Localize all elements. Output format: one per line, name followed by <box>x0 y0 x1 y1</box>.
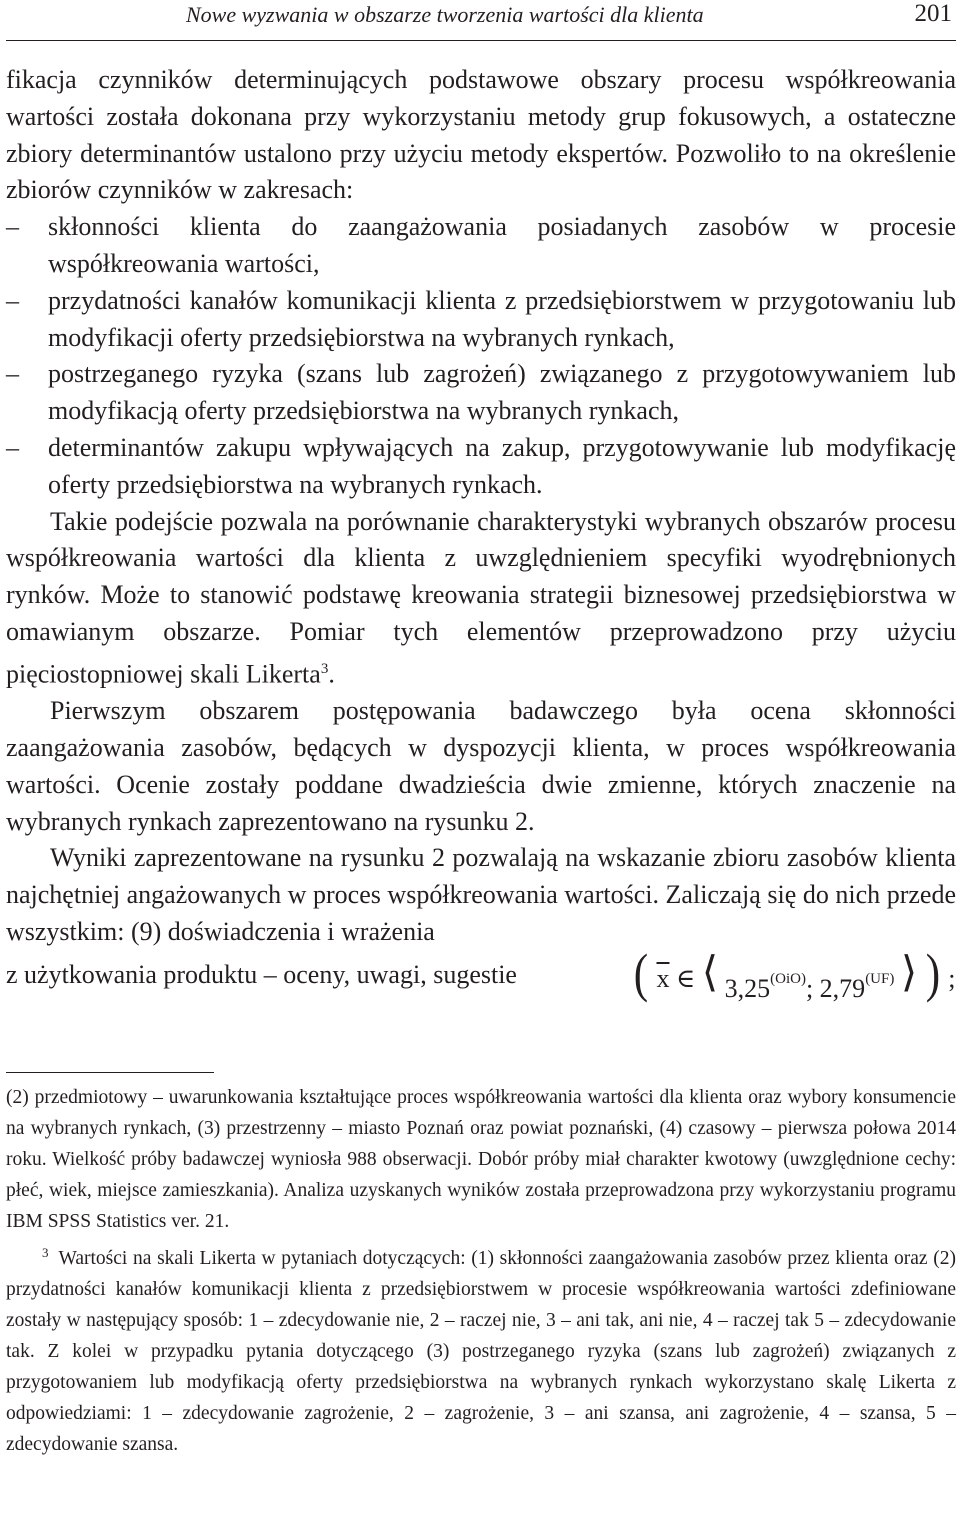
formula-element-of: ∈ <box>675 963 696 993</box>
paragraph-1: fikacja czynników determinujących podstawowe obszary procesu współkreowania wartości została dokonana przy wykorzystaniu metody grup fokusowych, a ostateczne zbiory determinantów ustalono przy użyciu metody ekspertów. Pozwoliło to na określenie zbiorów czynników w zakresach: <box>6 65 956 205</box>
formula-tail: ; <box>948 963 956 993</box>
formula-sup-2: (UF) <box>865 970 895 987</box>
footnote-3-text: Wartości na skali Likerta w pytaniach dotyczących: (1) skłonności zaangażowania zasobów przez klienta oraz (2) przydatności kanałów komunikacji klienta z przedsiębiorstwem w procesie współkreowania wartości zdefiniowane zostały w następujący sposób: 1 – zdecydowanie nie, 2 – raczej nie, 3 – ani tak, ani nie, 4 – raczej tak 5 – zdecydowanie tak. Z kolei w przypadku pytania dotyczącego (3) postrzeganego ryzyka (szans lub zagrożeń) związanych z przygotowaniem lub modyfikacją oferty przedsiębiorstwa na wybranych rynkach wykorzystano skalę Likerta z odpowiedziami: 1 – zdecydowanie zagrożenie, 2 – zagrożenie, 3 – ani szansa, ani zagrożenie, 4 – szansa, 5 – zdecydowanie szansa. <box>6 1248 956 1455</box>
paragraph-2 <box>6 504 956 694</box>
list-item <box>6 283 956 357</box>
footnote-divider <box>6 1072 214 1073</box>
paragraph-2-text: Takie podejście pozwala na porównanie charakterystyki wybranych obszarów procesu współkreowania wartości dla klienta z uwzględnieniem specyfiki wyodrębnionych rynków. Może to stanowić podstawę kreowania strategii biznesowej przedsiębiorstwa w omawianym obszarze. Pomiar tych elementów przeprowadzono przy użyciu pięciostopniowej skali Likerta <box>6 506 956 689</box>
list-dash: – <box>6 359 19 389</box>
formula-xbar: $\overline{x}$ <box>656 963 670 993</box>
list-item <box>6 430 956 504</box>
running-title: Nowe wyzwania w obszarze tworzenia wartości dla klienta <box>186 2 704 27</box>
paragraph-4-last-line: z użytkowania produktu – oceny, uwagi, sugestie <box>6 959 517 989</box>
formula-close-paren: ) <box>925 942 940 1003</box>
formula-open-paren: ( <box>633 942 649 1003</box>
footnotes <box>6 1082 956 1460</box>
list-dash: – <box>6 285 19 315</box>
list-item <box>6 356 956 430</box>
list-item-text: skłonności klienta do zaangażowania posiadanych zasobów w procesie współkreowania wartości, <box>48 212 956 278</box>
formula-separator: ; 2,79 <box>805 973 866 1003</box>
mean-interval-formula <box>632 942 956 1003</box>
footnote-continuation: (2) przedmiotowy – uwarunkowania kształtujące proces współkreowania wartości dla klienta oraz wybory konsumencie na wybranych rynkach, (3) przestrzenny – miasto Poznań oraz powiat poznański, (4) czasowy – pierwsza połowa 2014 roku. Wielkość próby badawczej wyniosła 988 obserwacji. Dobór próby miał charakter kwotowy (uwzględnione cechy: płeć, wiek, miejsce zamieszkania). Analiza uzyskanych wyników została przeprowadzona przy wykorzystaniu programu IBM SPSS Statistics ver. 21. <box>6 1087 956 1232</box>
list-dash: – <box>6 432 19 462</box>
formula-value-1 <box>725 945 895 1017</box>
main-text <box>6 62 956 1001</box>
footnote-ref[interactable]: 3 <box>320 660 329 677</box>
footnote-3-mark: 3 <box>42 1245 49 1260</box>
list-item-text: determinantów zakupu wpływających na zakup, przygotowywanie lub modyfikację oferty przedsiębiorstwa na wybranych rynkach. <box>48 432 956 499</box>
formula-value-1-number: 3,25 <box>724 973 771 1003</box>
list-item <box>6 209 956 283</box>
paragraph-2-end: . <box>328 659 335 689</box>
page-number: 201 <box>914 0 952 27</box>
list-dash: – <box>6 212 19 242</box>
factor-list <box>6 209 956 503</box>
list-item-text: postrzeganego ryzyka (szans lub zagrożeń) związanego z przygotowywaniem lub modyfikacją oferty przedsiębiorstwa na wybranych rynkach, <box>48 359 956 426</box>
footnote-3 <box>6 1237 956 1460</box>
formula-line <box>6 942 956 1003</box>
running-header <box>6 0 956 41</box>
formula-open-angle: ⟨ <box>701 949 719 996</box>
paragraph-4: Wyniki zaprezentowane na rysunku 2 pozwalają na wskazanie zbioru zasobów klienta najchętniej angażowanych w proces współkreowania wartości. Zaliczają się do nich przede wszystkim: (9) doświadczenia i wrażenia <box>6 843 956 946</box>
formula-close-angle: ⟩ <box>900 949 918 996</box>
formula-sup-1: (OiO) <box>770 970 806 987</box>
list-item-text: przydatności kanałów komunikacji klienta z przedsiębiorstwem w przygotowaniu lub modyfikacji oferty przedsiębiorstwa na wybranych rynkach, <box>48 285 956 352</box>
paragraph-3: Pierwszym obszarem postępowania badawczego była ocena skłonności zaangażowania zasobów, będących w dyspozycji klienta, w proces współkreowania wartości. Ocenie zostały poddane dwadzieścia dwie zmienne, których znaczenie na wybranych rynkach zaprezentowano na rysunku 2. <box>6 696 956 836</box>
